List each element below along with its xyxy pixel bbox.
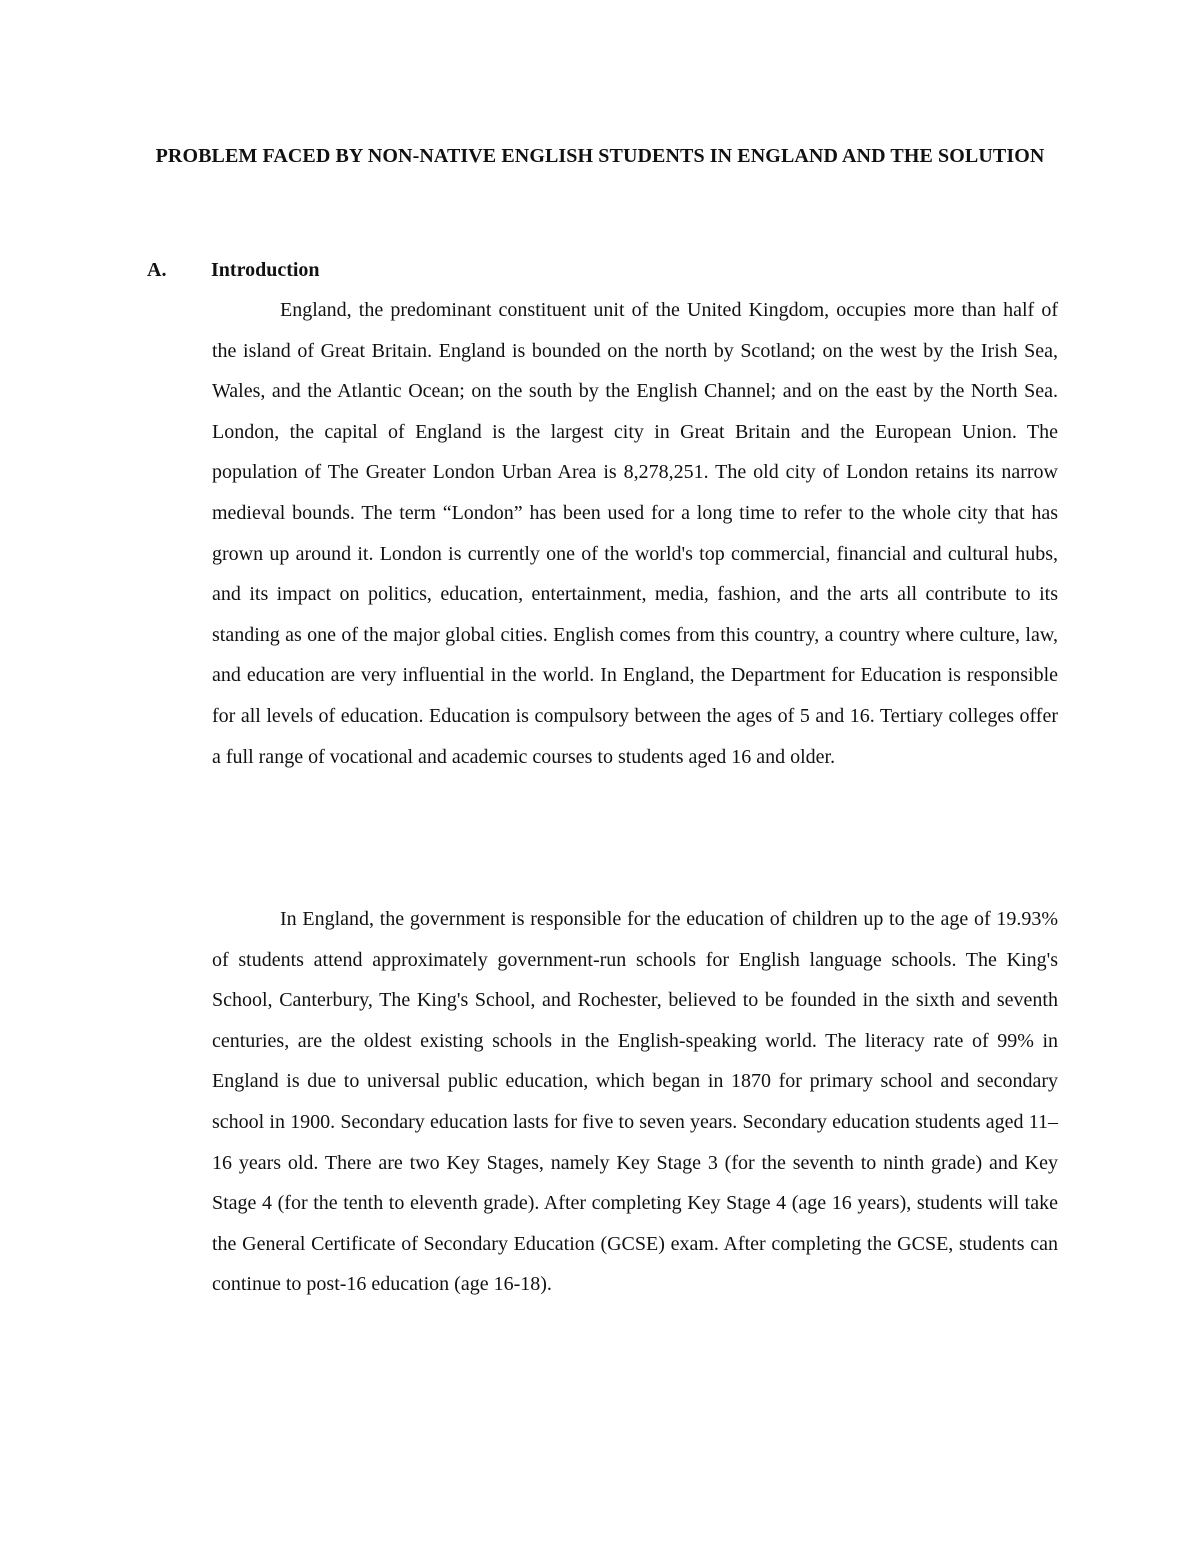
section-heading xyxy=(147,254,320,286)
paragraph-introduction-1: England, the predominant constituent unit of the United Kingdom, occupies more than half of the island of Great Britain. England is bounded on the north by Scotland; on the west by the Irish Sea, Wales, and the Atlantic Ocean; on the south by the English Channel; and on the east by the North Sea. London, the capital of England is the largest city in Great Britain and the European Union. The population of The Greater London Urban Area is 8,278,251. The old city of London retains its narrow medieval bounds. The term “London” has been used for a long time to refer to the whole city that has grown up around it. London is currently one of the world's top commercial, financial and cultural hubs, and its impact on politics, education, entertainment, media, fashion, and the arts all contribute to its standing as one of the major global cities. English comes from this country, a country where culture, law, and education are very influential in the world. In England, the Department for Education is responsible for all levels of education. Education is compulsory between the ages of 5 and 16. Tertiary colleges offer a full range of vocational and academic courses to students aged 16 and older. xyxy=(212,299,1058,768)
section-heading-text: Introduction xyxy=(211,259,320,281)
document-title: PROBLEM FACED BY NON-NATIVE ENGLISH STUDENTS IN ENGLAND AND THE SOLUTION xyxy=(155,145,1045,167)
section-letter: A. xyxy=(147,259,167,281)
paragraph-introduction-2: In England, the government is responsible for the education of children up to the age of 19.93% of students attend approximately government-run schools for English language schools. The King's School, Canterbury, The King's School, and Rochester, believed to be founded in the sixth and seventh centuries, are the oldest existing schools in the English-speaking world. The literacy rate of 99% in England is due to universal public education, which began in 1870 for primary school and secondary school in 1900. Secondary education lasts for five to seven years. Secondary education students aged 11–16 years old. There are two Key Stages, namely Key Stage 3 (for the seventh to ninth grade) and Key Stage 4 (for the tenth to eleventh grade). After completing Key Stage 4 (age 16 years), students will take the General Certificate of Secondary Education (GCSE) exam. After completing the GCSE, students can continue to post-16 education (age 16-18). xyxy=(212,908,1058,1296)
